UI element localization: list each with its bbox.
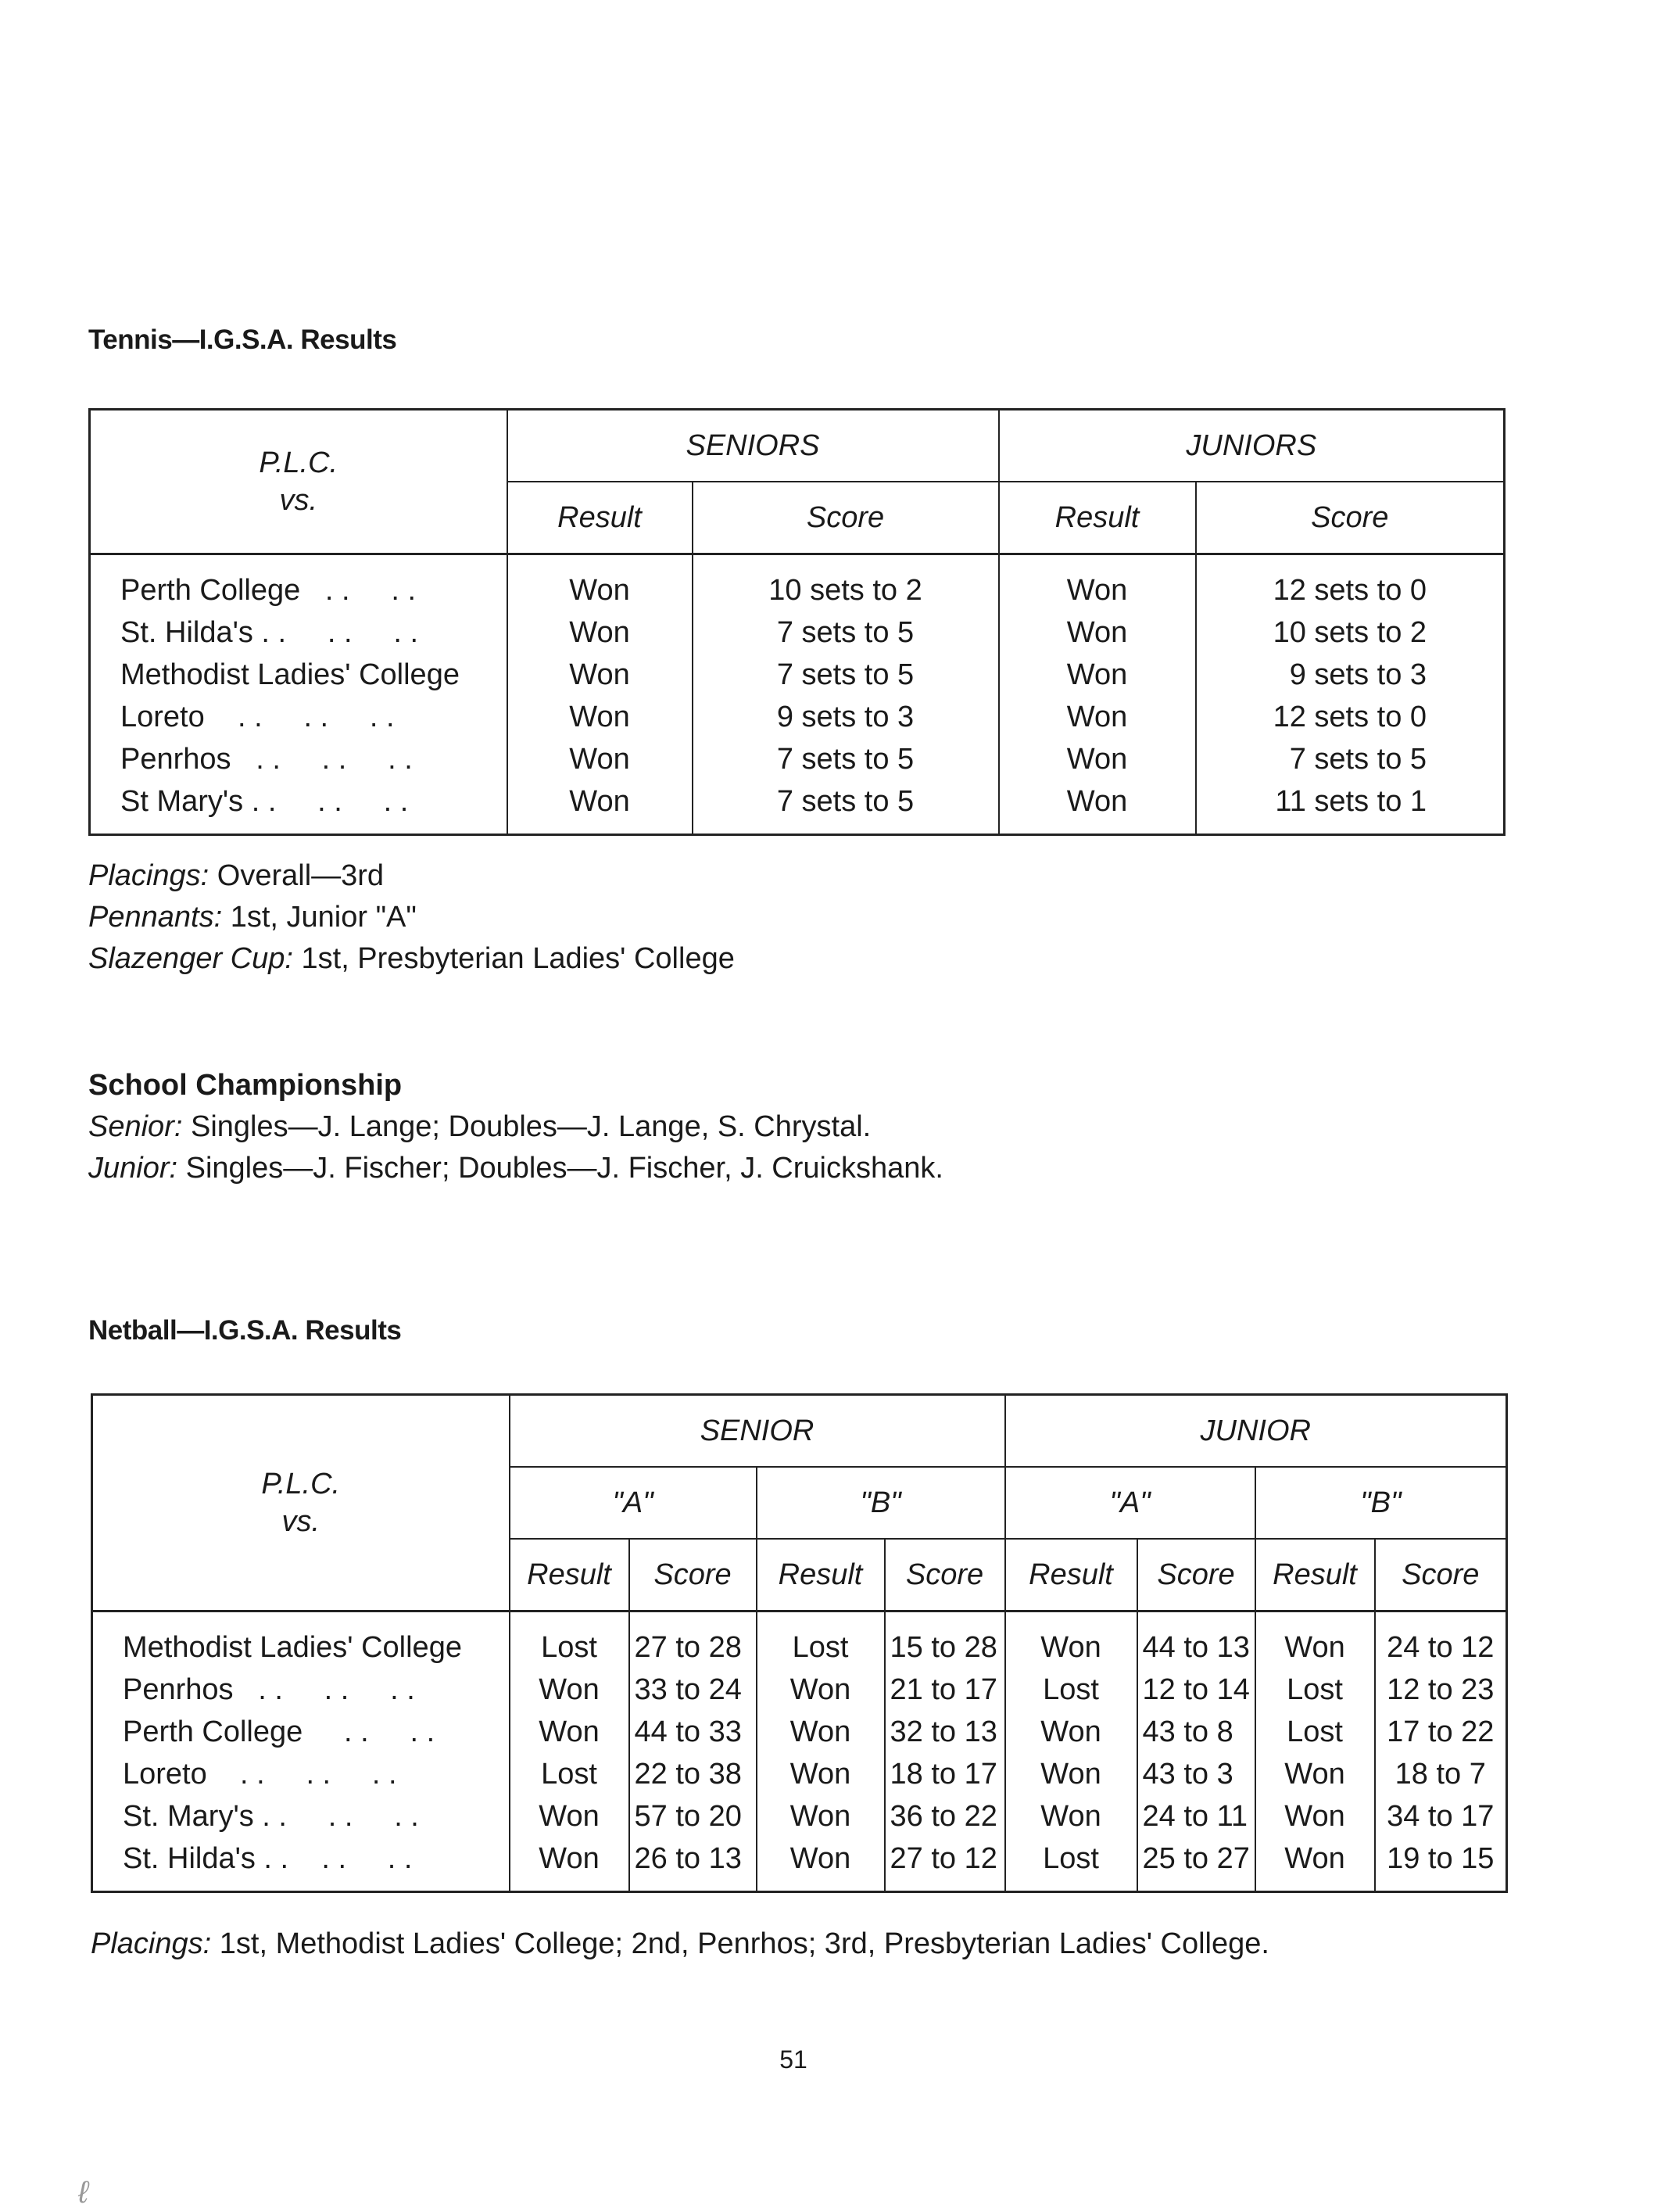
table-cell: 7 sets to 5 <box>776 743 915 776</box>
table-cell: 25 to 27 <box>1142 1842 1250 1875</box>
senior-score-column <box>693 554 999 835</box>
table-cell: Lost <box>541 1758 597 1791</box>
table-cell: 57 to 20 <box>634 1800 742 1833</box>
table-cell: 11 sets to 1 <box>1275 785 1427 818</box>
plc-vs-header: P.L.C. vs. <box>90 410 507 554</box>
table-cell: St. Mary's . . . . . . <box>123 1800 419 1833</box>
championship-block <box>88 1065 943 1189</box>
table-cell: Won <box>569 616 630 649</box>
table-cell: Won <box>789 1673 851 1706</box>
table-cell: Won <box>569 785 630 818</box>
table-cell: Won <box>1066 616 1128 649</box>
junior-result-column <box>999 554 1196 835</box>
table-cell: Won <box>789 1758 851 1791</box>
table-cell: St. Hilda's . . . . . . <box>120 616 419 649</box>
table-cell: 7 sets to 5 <box>776 658 915 691</box>
netball-section-title: Netball—I.G.S.A. Results <box>88 1315 402 1346</box>
senior-b-result-column <box>757 1611 885 1892</box>
table-cell: 7 sets to 5 <box>776 785 915 818</box>
table-cell: Lost <box>1043 1842 1099 1875</box>
table-cell: 21 to 17 <box>890 1673 997 1706</box>
table-cell: Won <box>569 701 630 733</box>
senior-result-column <box>507 554 693 835</box>
table-cell: 26 to 13 <box>634 1842 742 1875</box>
table-cell: Won <box>569 574 630 607</box>
table-cell: Loreto . . . . . . <box>120 701 395 733</box>
junior-b-result-column <box>1255 1611 1375 1892</box>
table-cell: 22 to 38 <box>634 1758 742 1791</box>
table-cell: 17 to 22 <box>1387 1715 1495 1748</box>
table-cell: Penrhos . . . . . . <box>120 743 413 776</box>
table-cell: 24 to 11 <box>1142 1800 1248 1833</box>
pencil-mark-icon: ℓ <box>78 2175 88 2210</box>
table-cell: Won <box>539 1800 600 1833</box>
senior-header: SENIOR <box>510 1395 1005 1468</box>
table-cell: 33 to 24 <box>634 1673 742 1706</box>
junior-b-score-column <box>1375 1611 1507 1892</box>
table-cell: Methodist Ladies' College <box>123 1631 462 1664</box>
table-cell: 18 to 7 <box>1395 1758 1486 1791</box>
table-cell: Perth College . . . . <box>120 574 417 607</box>
junior-score-header: Score <box>1196 482 1505 554</box>
junior-a-score-column <box>1137 1611 1255 1892</box>
junior-score-column <box>1196 554 1505 835</box>
table-cell: 43 to 8 <box>1142 1715 1233 1748</box>
table-cell: 27 to 28 <box>634 1631 742 1664</box>
table-cell: 19 to 15 <box>1387 1842 1495 1875</box>
table-cell: Lost <box>1287 1673 1343 1706</box>
table-cell: Won <box>1284 1631 1345 1664</box>
championship-title: School Championship <box>88 1069 403 1102</box>
table-cell: Lost <box>1043 1673 1099 1706</box>
table-cell: 10 sets to 2 <box>768 574 922 607</box>
plc-vs-header: P.L.C. vs. <box>92 1395 510 1611</box>
result-header: Result <box>1005 1539 1137 1611</box>
tennis-team-column <box>90 554 507 835</box>
table-cell: Won <box>1066 743 1128 776</box>
table-cell: Lost <box>1287 1715 1343 1748</box>
table-cell: 9 sets to 3 <box>1289 658 1427 691</box>
table-cell: 36 to 22 <box>890 1800 997 1833</box>
table-cell: Won <box>1040 1715 1101 1748</box>
table-cell: 7 sets to 5 <box>776 616 915 649</box>
junior-a-result-column <box>1005 1611 1137 1892</box>
table-cell: Won <box>1066 701 1128 733</box>
table-cell: Won <box>1284 1758 1345 1791</box>
table-cell: Won <box>539 1715 600 1748</box>
table-cell: 34 to 17 <box>1387 1800 1495 1833</box>
table-cell: 24 to 12 <box>1387 1631 1495 1664</box>
table-cell: 9 sets to 3 <box>776 701 915 733</box>
netball-placings-line: Placings: 1st, Methodist Ladies' College; 2nd, Penrhos; 3rd, Presbyterian Ladies' College. <box>91 1927 1269 1960</box>
table-cell: Won <box>1284 1800 1345 1833</box>
tennis-results-table <box>88 408 1506 836</box>
junior-header: JUNIOR <box>1005 1395 1507 1468</box>
score-header: Score <box>885 1539 1005 1611</box>
table-cell: Won <box>1066 574 1128 607</box>
table-cell: 12 to 23 <box>1387 1673 1495 1706</box>
senior-a-score-column <box>629 1611 757 1892</box>
table-cell: Won <box>1040 1800 1101 1833</box>
senior-a-header: "A" <box>510 1467 757 1539</box>
senior-result-header: Result <box>507 482 693 554</box>
table-cell: Won <box>789 1842 851 1875</box>
table-cell: Won <box>1284 1842 1345 1875</box>
score-header: Score <box>1375 1539 1507 1611</box>
table-cell: 27 to 12 <box>890 1842 997 1875</box>
championship-senior-line: Senior: Singles—J. Lange; Doubles—J. Lange, S. Chrystal. <box>88 1110 872 1143</box>
table-cell: Won <box>539 1673 600 1706</box>
junior-b-header: "B" <box>1255 1467 1507 1539</box>
senior-a-result-column <box>510 1611 629 1892</box>
slazenger-line: Slazenger Cup: 1st, Presbyterian Ladies' College <box>88 942 735 975</box>
senior-b-header: "B" <box>757 1467 1005 1539</box>
table-cell: Won <box>1066 658 1128 691</box>
table-cell: Won <box>1066 785 1128 818</box>
table-cell: Lost <box>541 1631 597 1664</box>
netball-notes <box>91 1923 1269 1965</box>
table-cell: St Mary's . . . . . . <box>120 785 409 818</box>
table-cell: 10 sets to 2 <box>1273 616 1427 649</box>
table-cell: 44 to 13 <box>1142 1631 1250 1664</box>
netball-team-column <box>92 1611 510 1892</box>
table-cell: Lost <box>792 1631 849 1664</box>
table-cell: Perth College . . . . <box>123 1715 435 1748</box>
table-cell: 32 to 13 <box>890 1715 997 1748</box>
senior-b-score-column <box>885 1611 1005 1892</box>
table-cell: St. Hilda's . . . . . . <box>123 1842 413 1875</box>
page-number: 51 <box>779 2045 807 2074</box>
tennis-section-title: Tennis—I.G.S.A. Results <box>88 324 397 355</box>
pennants-line: Pennants: 1st, Junior "A" <box>88 901 417 934</box>
senior-score-header: Score <box>693 482 999 554</box>
juniors-header: JUNIORS <box>999 410 1505 482</box>
junior-a-header: "A" <box>1005 1467 1255 1539</box>
table-cell: 7 sets to 5 <box>1289 743 1427 776</box>
table-cell: Loreto . . . . . . <box>123 1758 397 1791</box>
table-cell: 15 to 28 <box>890 1631 997 1664</box>
result-header: Result <box>510 1539 629 1611</box>
result-header: Result <box>757 1539 885 1611</box>
placings-line: Placings: Overall—3rd <box>88 859 385 892</box>
table-cell: 44 to 33 <box>634 1715 742 1748</box>
table-cell: Won <box>789 1800 851 1833</box>
table-cell: 43 to 3 <box>1142 1758 1233 1791</box>
table-cell: Penrhos . . . . . . <box>123 1673 415 1706</box>
table-cell: 12 sets to 0 <box>1273 701 1427 733</box>
result-header: Result <box>1255 1539 1375 1611</box>
table-cell: Won <box>789 1715 851 1748</box>
table-cell: 12 sets to 0 <box>1273 574 1427 607</box>
netball-results-table <box>91 1393 1508 1893</box>
championship-junior-line: Junior: Singles—J. Fischer; Doubles—J. Fischer, J. Cruickshank. <box>88 1152 943 1185</box>
table-cell: 18 to 17 <box>890 1758 997 1791</box>
table-cell: Won <box>1040 1631 1101 1664</box>
seniors-header: SENIORS <box>507 410 999 482</box>
table-cell: Won <box>539 1842 600 1875</box>
table-cell: Won <box>1040 1758 1101 1791</box>
tennis-notes <box>88 855 735 980</box>
table-cell: Won <box>569 743 630 776</box>
table-cell: 12 to 14 <box>1142 1673 1250 1706</box>
score-header: Score <box>629 1539 757 1611</box>
junior-result-header: Result <box>999 482 1196 554</box>
table-cell: Won <box>569 658 630 691</box>
score-header: Score <box>1137 1539 1255 1611</box>
table-cell: Methodist Ladies' College <box>120 658 460 691</box>
